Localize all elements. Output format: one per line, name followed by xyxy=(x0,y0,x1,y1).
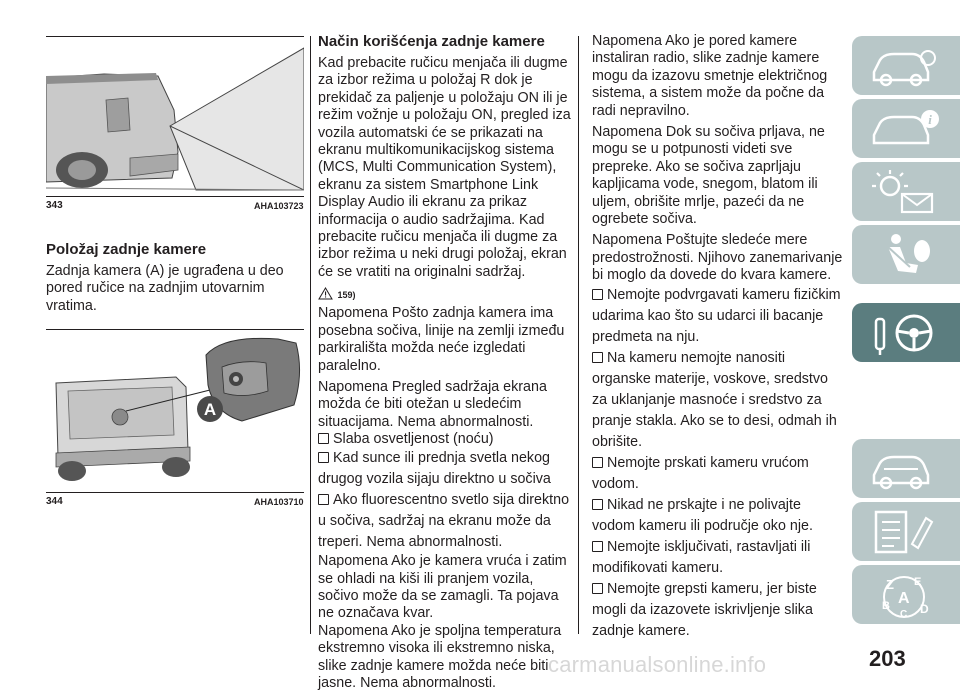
page-number: 203 xyxy=(869,646,906,671)
note-paragraph: Napomena Ako je pored kamere instaliran radio, slike zadnje kamere mogu da izazovu smetnje električnog sistema, a sistem može da počne da radi nepravilno. xyxy=(592,33,828,119)
tab-maintenance[interactable] xyxy=(852,502,960,561)
checkbox-bullet-icon xyxy=(592,352,603,363)
svg-text:Z: Z xyxy=(886,577,894,592)
svg-text:C: C xyxy=(900,609,908,619)
key-steering-icon xyxy=(866,309,946,357)
note-paragraph: Napomena Poštujte sledeće mere predostrožnosti. Njihovo zanemarivanje bi moglo da dovede do kvara kamere. xyxy=(592,232,843,284)
figure-top-rule xyxy=(46,36,304,37)
bullet-text: Ako fluorescentno svetlo sija direktno u sočiva, sadržaj na ekranu može da treperi. Nema abnormalnosti. xyxy=(318,492,570,551)
bullet-item xyxy=(592,285,844,348)
note-paragraph: Napomena Ako je kamera vruća i zatim se ohladi na kiši ili pranjem vozila, sočivo može da se zamagli. Ta pojava ne označava kvar. xyxy=(318,553,567,622)
body-paragraph: Zadnja kamera (A) je ugrađena u deo pored ručice na zadnjim utovarnim vratima. xyxy=(46,263,284,314)
car-breakdown-icon xyxy=(866,445,946,493)
checkbox-bullet-icon xyxy=(318,494,329,505)
bullet-text: Nemojte podvrgavati kameru fizičkim udarima kao što su udarci ili bacanje predmeta na nju. xyxy=(592,286,841,345)
seatbelt-airbag-icon xyxy=(866,231,946,279)
figure-top-caption-rule xyxy=(46,196,304,197)
checkbox-bullet-icon xyxy=(318,452,329,463)
checkbox-bullet-icon xyxy=(592,541,603,552)
note-paragraph: Napomena Ako je spoljna temperatura ekstremno visoka ili ekstremno niska, slike zadnje kamere možda neće biti jasne. Nema abnormalnosti. xyxy=(318,622,562,691)
car-info-icon xyxy=(866,42,946,90)
warning-ref-number: 159) xyxy=(337,290,356,301)
svg-text:D: D xyxy=(920,602,929,616)
bullet-text: Nemojte isključivati, rastavljati ili modifikovati kameru. xyxy=(592,538,811,576)
list-document-icon xyxy=(866,508,946,556)
tab-index[interactable] xyxy=(852,565,960,624)
right-text-block xyxy=(592,33,844,642)
bullet-item xyxy=(592,495,844,537)
bullet-text: Nemojte grepsti kameru, jer biste mogli da izazovete iskrivljenje slika zadnje kamere. xyxy=(592,580,817,639)
figure-number: 344 xyxy=(46,496,63,507)
checkbox-bullet-icon xyxy=(592,289,603,300)
svg-text:E: E xyxy=(914,576,922,588)
bullet-item xyxy=(592,348,844,453)
section-heading: Položaj zadnje kamere xyxy=(46,241,207,258)
warning-light-mail-icon xyxy=(866,168,946,216)
figure-code: AHA103723 xyxy=(254,201,304,211)
warning-triangle-icon xyxy=(318,287,333,300)
bullet-text: Nikad ne prskajte i ne polivajte vodom kameru ili područje oko nje. xyxy=(592,496,813,534)
svg-text:B: B xyxy=(882,600,890,612)
callout-label: A xyxy=(203,400,217,419)
bullet-text: Slaba osvetljenost (noću) xyxy=(333,431,494,448)
bullet-item xyxy=(592,579,844,642)
tab-warning-lights[interactable] xyxy=(852,162,960,221)
checkbox-bullet-icon xyxy=(592,457,603,468)
checkbox-bullet-icon xyxy=(318,433,329,444)
figure-bottom-caption-rule xyxy=(46,492,304,493)
car-i-icon xyxy=(866,105,946,153)
bullet-text: Kad sunce ili prednja svetla nekog drugog vozila sijaju direktno u sočiva xyxy=(318,450,551,488)
tab-safety[interactable] xyxy=(852,225,960,284)
bullet-item xyxy=(592,453,844,495)
tab-starting-driving[interactable] xyxy=(852,303,960,362)
section-heading: Način korišćenja zadnje kamere xyxy=(318,33,545,50)
svg-text:i: i xyxy=(928,112,932,127)
rear-camera-view-illustration xyxy=(46,40,304,192)
note-paragraph: Napomena Pregled sadržaja ekrana možda će biti otežan u sledećim situacijama. Nema abnormalnosti. xyxy=(318,378,547,430)
tab-car-i[interactable] xyxy=(852,99,960,158)
bullet-item xyxy=(318,490,572,553)
bullet-item xyxy=(592,537,844,579)
column-divider xyxy=(578,36,579,634)
left-text-block xyxy=(46,241,304,319)
warning-reference xyxy=(318,285,572,299)
figure-bottom-rule xyxy=(46,329,304,330)
checkbox-bullet-icon xyxy=(592,583,603,594)
tab-car-info[interactable] xyxy=(852,36,960,95)
middle-text-block xyxy=(318,33,572,696)
camera-location-illustration xyxy=(46,333,304,483)
tab-emergency[interactable] xyxy=(852,439,960,498)
note-paragraph: Napomena Pošto zadnja kamera ima posebna sočiva, linije na zemlji između parkirališta možda neće izgledati paralelno. xyxy=(318,305,565,374)
svg-text:A: A xyxy=(898,590,910,607)
note-paragraph: Napomena Dok su sočiva prljava, ne mogu se u potpunosti videti sve prepreke. Ako se sočiva zaprljaju kapljicama vode, snegom, blatom ili uljem, obrišite mrlje, pazeći da ne ogrebete sočiva. xyxy=(592,124,825,228)
bullet-item xyxy=(318,448,572,490)
figure-number: 343 xyxy=(46,200,63,211)
figure-code: AHA103710 xyxy=(254,497,304,507)
alphabet-index-icon xyxy=(866,571,946,619)
checkbox-bullet-icon xyxy=(592,499,603,510)
watermark: carmanualsonline.info xyxy=(548,652,767,677)
bullet-item xyxy=(318,431,572,448)
bullet-text: Na kameru nemojte nanositi organske materije, voskove, sredstvo za uklanjanje masnoće i sredstvo za pranje stakla. Ako se to desi, odmah ih obrišite. xyxy=(592,349,837,450)
bullet-text: Nemojte prskati kameru vrućom vodom. xyxy=(592,454,809,492)
column-divider xyxy=(310,36,311,634)
body-paragraph: Kad prebacite ručicu menjača ili dugme za izbor režima u položaj R dok je prekidač za paljenje u položaju ON ili je režim vožnje u položaju ON, pregled iza vozila automatski će se prikazati na ekranu multikomunikacijskog sistema (MCS, Multi Communication System), ekranu za sistem Smartphone Link Display Audio ili ekranu za prikaz informacija o audio sadržajima. Kad prebacite ručicu menjača ili dugme za izbor režima u neki drugi položaj, ekran će se vratiti na originalni sadržaj. xyxy=(318,55,571,280)
